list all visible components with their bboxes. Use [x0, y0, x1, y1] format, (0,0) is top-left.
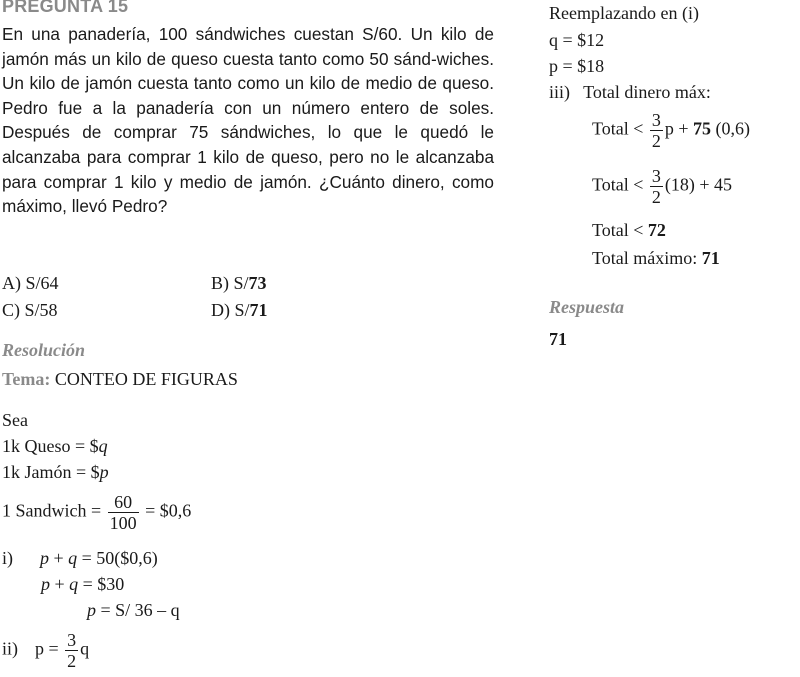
step-ii-denominator: 2 [67, 651, 77, 671]
sandwich-lhs: 1 Sandwich = [2, 500, 102, 521]
total-ineq-1 [592, 110, 750, 151]
step-iii-line: iii) Total dinero máx: [549, 82, 711, 102]
step-ii-fraction [65, 630, 78, 671]
jamon-line [2, 462, 109, 483]
step-i-rhs2: = $30 [82, 574, 125, 594]
total-ineq-1-numerator: 3 [651, 110, 661, 130]
answer-value: 71 [549, 329, 567, 349]
p-value-line: p = $18 [549, 56, 605, 76]
total-ineq-2-fraction [650, 166, 663, 207]
jamon-var: p [99, 462, 109, 482]
resolution-heading: Resolución [2, 340, 86, 360]
option-a [2, 273, 59, 294]
step-ii-lhs: p = [35, 638, 59, 659]
step-i-plus1: + [53, 548, 64, 568]
respuesta-heading: Respuesta [549, 297, 625, 317]
total-ineq-1-bold: 75 [693, 118, 712, 139]
question-heading: PREGUNTA 15 [2, 0, 129, 16]
total-ineq-2-lhs: Total < [592, 174, 644, 195]
sandwich-numerator: 60 [114, 492, 133, 512]
total-ineq-2-denominator: 2 [651, 187, 661, 207]
option-d-value: 71 [249, 300, 268, 320]
step-i-line2 [41, 574, 124, 595]
problem-statement: En una panadería, 100 sándwiches cuestan S/60. Un kilo de jamón más un kilo de queso cuesta tanto como 50 sánd-wiches. Un kilo de jamón cuesta tanto como un kilo de medio de queso. Pedro fue a la panadería con un número entero de soles. Después de comprar 75 sándwiches, lo que le quedó le alcanzaba para comprar 1 kilo de queso, pero no le alcanzaba para comprar 1 kilo y medio de jamón. ¿Cuánto dinero, como máximo, llevó Pedro? [2, 24, 494, 217]
total-ineq-2-numerator: 3 [651, 166, 661, 186]
queso-lhs: 1k Queso = $ [2, 436, 99, 456]
jamon-lhs: 1k Jamón = $ [2, 462, 100, 482]
step-i-rhs1: = 50($0,6) [81, 548, 158, 568]
step-i-line1 [2, 548, 158, 569]
option-b [211, 273, 267, 294]
step-i-rhs3: = S/ 36 – q [100, 600, 180, 620]
option-c [2, 300, 58, 321]
total-max-line [592, 248, 720, 269]
total-ineq-1-denominator: 2 [651, 131, 661, 151]
tema-label: Tema: [2, 369, 51, 389]
option-d [211, 300, 268, 321]
step-i-plus2: + [54, 574, 65, 594]
option-a-value: 64 [40, 273, 59, 293]
sea-line: Sea [2, 410, 28, 430]
total-max-label: Total máximo: [592, 248, 698, 268]
total-ineq-1-rhs: (0,6) [715, 118, 751, 139]
total-ineq-3 [592, 220, 666, 241]
total-ineq-2-rhs: (18) + 45 [664, 174, 733, 195]
queso-line [2, 436, 108, 457]
sandwich-rhs: = $0,6 [145, 500, 192, 521]
sandwich-fraction [108, 492, 139, 533]
step-ii-numerator: 3 [67, 630, 77, 650]
queso-var: q [98, 436, 108, 456]
total-ineq-1-fraction [650, 110, 663, 151]
option-c-label: C) S/ [2, 300, 40, 320]
step-i-p1: p [40, 548, 49, 568]
step-ii-rhs: q [80, 638, 90, 659]
step-i-q2: q [69, 574, 79, 594]
step-i-q1: q [68, 548, 78, 568]
total-ineq-2 [592, 166, 732, 207]
total-ineq-3-lhs: Total < [592, 220, 644, 240]
step-ii-label: ii) [2, 638, 18, 659]
option-d-label: D) S/ [211, 300, 250, 320]
sandwich-line [2, 492, 191, 533]
total-max-value: 71 [701, 248, 720, 268]
total-ineq-1-mid: p + [664, 118, 689, 139]
step-i-p3: p [87, 600, 96, 620]
sandwich-denominator: 100 [109, 513, 137, 533]
step-i-line3 [87, 600, 180, 621]
step-ii-line [2, 630, 89, 671]
option-a-label: A) S/ [2, 273, 41, 293]
step-i-p2: p [41, 574, 50, 594]
option-c-value: 58 [39, 300, 58, 320]
reemplazando-line: Reemplazando en (i) [549, 3, 699, 23]
tema-value: CONTEO DE FIGURAS [54, 369, 238, 389]
step-i-label: i) [2, 548, 13, 568]
option-b-label: B) S/ [211, 273, 249, 293]
total-ineq-3-bold: 72 [647, 220, 666, 240]
option-b-value: 73 [248, 273, 267, 293]
total-ineq-1-lhs: Total < [592, 118, 644, 139]
q-value-line: q = $12 [549, 30, 605, 50]
tema-line [2, 369, 238, 390]
